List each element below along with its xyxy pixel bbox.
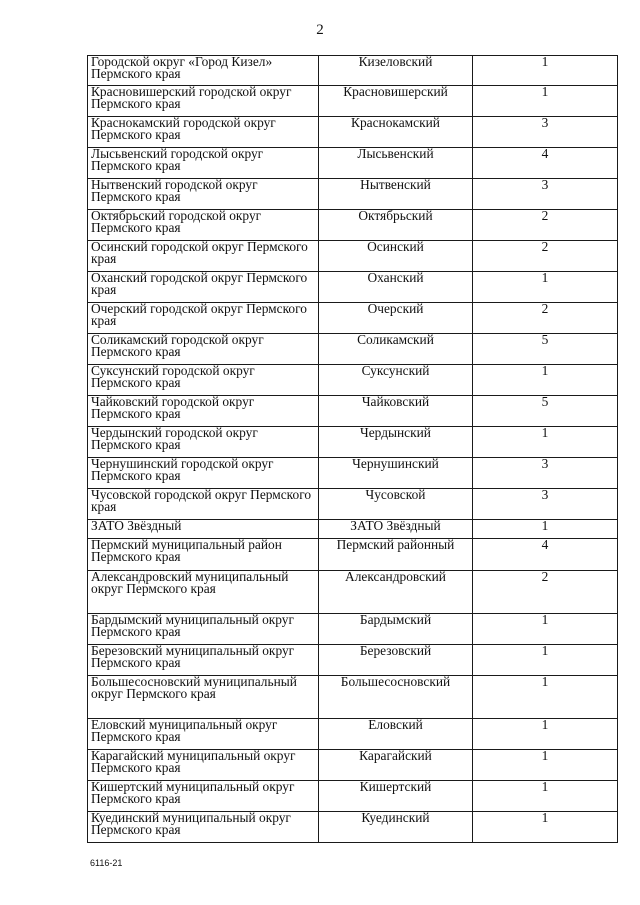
municipality-name: Березовский муниципальный округ Пермского края <box>88 645 319 676</box>
municipality-name: Чернушинский городской округ Пермского края <box>88 458 319 489</box>
count-value: 1 <box>473 86 618 117</box>
table-row <box>88 812 618 843</box>
count-value: 1 <box>473 812 618 843</box>
table-row <box>88 458 618 489</box>
count-value: 1 <box>473 645 618 676</box>
table-row <box>88 365 618 396</box>
district-short-name: Красновишерский <box>319 86 473 117</box>
table-row <box>88 117 618 148</box>
district-short-name: Соликамский <box>319 334 473 365</box>
table-row <box>88 86 618 117</box>
district-short-name: Еловский <box>319 719 473 750</box>
count-value: 1 <box>473 750 618 781</box>
count-value: 1 <box>473 272 618 303</box>
district-short-name: Бардымский <box>319 614 473 645</box>
count-value: 2 <box>473 210 618 241</box>
table-row <box>88 272 618 303</box>
table-row <box>88 334 618 365</box>
district-short-name: Александровский <box>319 571 473 614</box>
district-short-name: Нытвенский <box>319 179 473 210</box>
count-value: 1 <box>473 676 618 719</box>
district-short-name: Оханский <box>319 272 473 303</box>
district-short-name: Березовский <box>319 645 473 676</box>
table-row <box>88 210 618 241</box>
district-short-name: Очерский <box>319 303 473 334</box>
table-row <box>88 396 618 427</box>
count-value: 3 <box>473 458 618 489</box>
count-value: 1 <box>473 781 618 812</box>
table-row <box>88 571 618 614</box>
table-row <box>88 303 618 334</box>
municipality-name: Соликамский городской округ Пермского края <box>88 334 319 365</box>
municipality-name: Нытвенский городской округ Пермского края <box>88 179 319 210</box>
count-value: 1 <box>473 427 618 458</box>
municipality-name: Краснокамский городской округ Пермского края <box>88 117 319 148</box>
municipality-name: Большесосновский муниципальный округ Пермского края <box>88 676 319 719</box>
municipality-name: Куединский муниципальный округ Пермского края <box>88 812 319 843</box>
district-short-name: Большесосновский <box>319 676 473 719</box>
district-short-name: Осинский <box>319 241 473 272</box>
count-value: 2 <box>473 241 618 272</box>
municipality-name: Чердынский городской округ Пермского края <box>88 427 319 458</box>
municipality-name: Лысьвенский городской округ Пермского края <box>88 148 319 179</box>
district-short-name: Суксунский <box>319 365 473 396</box>
count-value: 1 <box>473 365 618 396</box>
district-short-name: Куединский <box>319 812 473 843</box>
district-short-name: Краснокамский <box>319 117 473 148</box>
district-short-name: Лысьвенский <box>319 148 473 179</box>
count-value: 5 <box>473 334 618 365</box>
district-short-name: Чердынский <box>319 427 473 458</box>
count-value: 1 <box>473 614 618 645</box>
municipality-name: Кишертский муниципальный округ Пермского края <box>88 781 319 812</box>
count-value: 3 <box>473 489 618 520</box>
document-code: 6116-21 <box>90 858 123 868</box>
count-value: 2 <box>473 571 618 614</box>
page-number: 2 <box>316 22 324 38</box>
table-row <box>88 241 618 272</box>
municipality-name: Красновишерский городской округ Пермского края <box>88 86 319 117</box>
district-short-name: Пермский районный <box>319 539 473 571</box>
municipality-name: Оханский городской округ Пермского края <box>88 272 319 303</box>
table-row <box>88 750 618 781</box>
table-row <box>88 539 618 571</box>
table-row <box>88 614 618 645</box>
municipality-name: Чусовской городской округ Пермского края <box>88 489 319 520</box>
table-row <box>88 427 618 458</box>
municipality-name: ЗАТО Звёздный <box>88 520 319 539</box>
count-value: 4 <box>473 539 618 571</box>
municipality-name: Городской округ «Город Кизел» Пермского края <box>88 56 319 86</box>
municipality-name: Осинский городской округ Пермского края <box>88 241 319 272</box>
table-row <box>88 676 618 719</box>
count-value: 1 <box>473 719 618 750</box>
municipality-name: Карагайский муниципальный округ Пермского края <box>88 750 319 781</box>
municipalities-table <box>87 55 618 843</box>
table-row <box>88 179 618 210</box>
count-value: 4 <box>473 148 618 179</box>
table-row <box>88 645 618 676</box>
count-value: 1 <box>473 520 618 539</box>
table-row <box>88 489 618 520</box>
count-value: 2 <box>473 303 618 334</box>
municipality-name: Александровский муниципальный округ Пермского края <box>88 571 319 614</box>
table-row <box>88 56 618 86</box>
count-value: 1 <box>473 56 618 86</box>
district-short-name: ЗАТО Звёздный <box>319 520 473 539</box>
table-row <box>88 148 618 179</box>
district-short-name: Кишертский <box>319 781 473 812</box>
municipality-name: Чайковский городской округ Пермского края <box>88 396 319 427</box>
district-short-name: Октябрьский <box>319 210 473 241</box>
table-row <box>88 719 618 750</box>
table-row <box>88 520 618 539</box>
district-short-name: Чусовской <box>319 489 473 520</box>
district-short-name: Карагайский <box>319 750 473 781</box>
municipality-name: Бардымский муниципальный округ Пермского края <box>88 614 319 645</box>
district-short-name: Кизеловский <box>319 56 473 86</box>
count-value: 5 <box>473 396 618 427</box>
count-value: 3 <box>473 179 618 210</box>
district-short-name: Чайковский <box>319 396 473 427</box>
municipality-name: Октябрьский городской округ Пермского края <box>88 210 319 241</box>
table-body <box>88 56 618 843</box>
district-short-name: Чернушинский <box>319 458 473 489</box>
table-row <box>88 781 618 812</box>
municipality-name: Очерский городской округ Пермского края <box>88 303 319 334</box>
municipality-name: Еловский муниципальный округ Пермского края <box>88 719 319 750</box>
municipality-name: Пермский муниципальный район Пермского края <box>88 539 319 571</box>
count-value: 3 <box>473 117 618 148</box>
municipality-name: Суксунский городской округ Пермского края <box>88 365 319 396</box>
